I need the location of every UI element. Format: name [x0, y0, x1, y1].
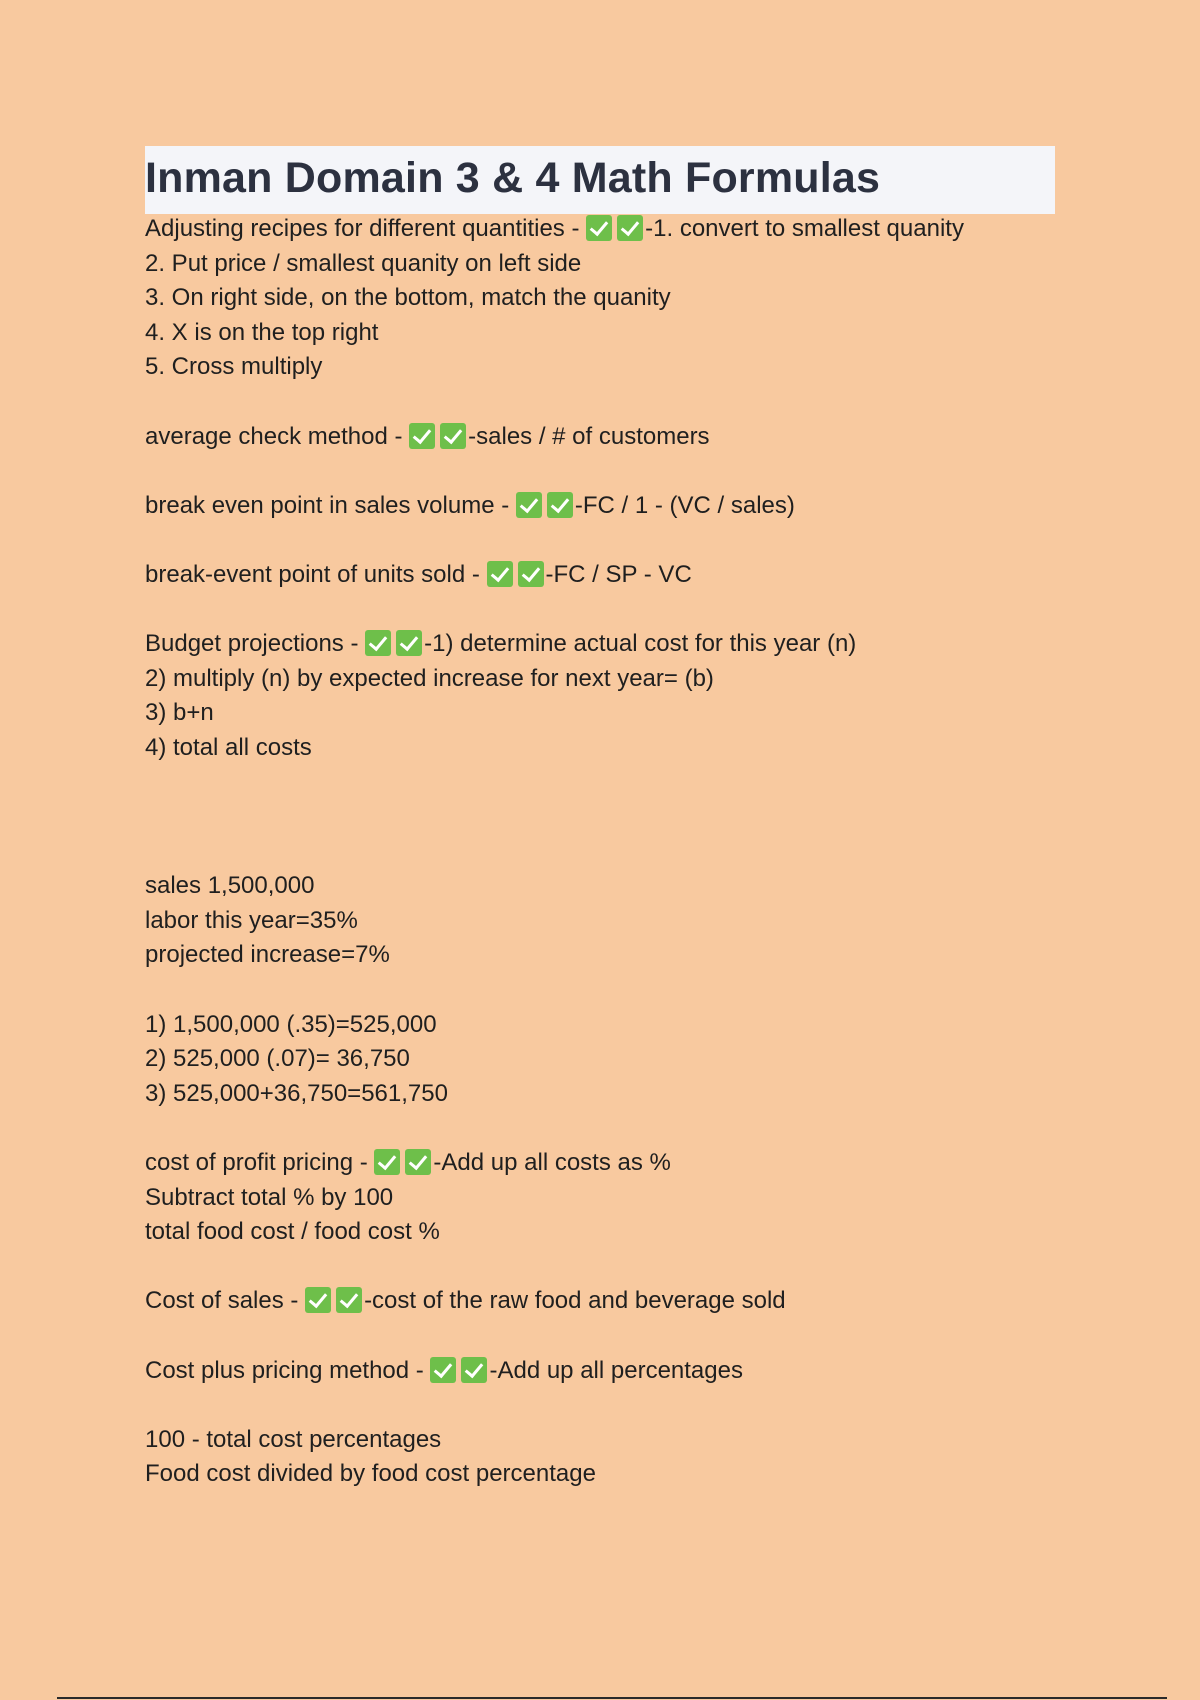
entry-answer-line: Subtract total % by 100 — [145, 1183, 394, 1211]
entry-line — [145, 420, 1145, 455]
entry-answer-line: 5. Cross multiply — [145, 353, 323, 381]
page-bottom-rule — [57, 1697, 1167, 1699]
entry-answer: -FC / 1 - (VC / sales) — [574, 491, 795, 519]
entry-term: average check method - — [145, 422, 410, 450]
flashcard-entry — [145, 489, 1145, 524]
entry-line — [145, 212, 1145, 247]
example-step-line: 1) 1,500,000 (.35)=525,000 — [145, 1010, 437, 1038]
flashcard-entry — [145, 627, 1145, 1111]
check-mark-icon — [374, 1149, 400, 1175]
entry-term: break even point in sales volume - — [145, 491, 516, 519]
entry-line — [145, 627, 1145, 662]
check-mark-icon — [409, 423, 435, 449]
check-mark-icon — [430, 1357, 456, 1383]
example-given-line: projected increase=7% — [145, 941, 390, 969]
entry-answer: -Add up all costs as % — [433, 1149, 671, 1177]
check-mark-icon — [405, 1149, 431, 1175]
flashcard-entry — [145, 1146, 1145, 1250]
example-step-line: 3) 525,000+36,750=561,750 — [145, 1079, 448, 1107]
entry-continuation — [145, 1423, 1145, 1492]
entry-line — [145, 1354, 1145, 1389]
check-mark-icon — [396, 630, 422, 656]
example-step-line: 2) 525,000 (.07)= 36,750 — [145, 1045, 410, 1073]
check-mark-icon — [461, 1357, 487, 1383]
check-mark-icon — [336, 1287, 362, 1313]
entry-answer: -cost of the raw food and beverage sold — [364, 1287, 786, 1315]
entry-answer-line: 4. X is on the top right — [145, 318, 379, 346]
entry-answer-line: 3. On right side, on the bottom, match the quanity — [145, 284, 671, 312]
flashcard-entry — [145, 558, 1145, 593]
entry-answer-line: Food cost divided by food cost percentage — [145, 1460, 596, 1488]
entry-term: Budget projections - — [145, 630, 366, 658]
entry-term: Adjusting recipes for different quantities - — [145, 215, 587, 242]
flashcard-entry — [145, 1354, 1145, 1389]
flashcard-entry — [145, 1284, 1145, 1319]
entry-answer-line: 4) total all costs — [145, 733, 312, 761]
check-mark-icon — [305, 1287, 331, 1313]
entry-term: Cost plus pricing method - — [145, 1356, 431, 1384]
document-title: Inman Domain 3 & 4 Math Formulas — [145, 154, 881, 202]
entry-term: cost of profit pricing - — [145, 1149, 375, 1177]
check-mark-icon — [518, 561, 544, 587]
entry-line — [145, 558, 1145, 593]
entry-answer: -1) determine actual cost for this year (n) — [424, 630, 857, 658]
entry-answer-line: 2) multiply (n) by expected increase for next year= (b) — [145, 664, 714, 692]
check-mark-icon — [487, 561, 513, 587]
document-body — [145, 212, 1145, 1527]
entry-term: Cost of sales - — [145, 1287, 306, 1315]
entry-answer: -Add up all percentages — [489, 1356, 743, 1384]
check-mark-icon — [586, 215, 612, 241]
title-banner — [145, 146, 1055, 214]
check-mark-icon — [516, 492, 542, 518]
blank-line — [145, 973, 1145, 1008]
entry-answer: -1. convert to smallest quanity — [645, 215, 964, 242]
check-mark-icon — [440, 423, 466, 449]
flashcard-entry — [145, 420, 1145, 455]
entry-line — [145, 1284, 1145, 1319]
check-mark-icon — [617, 215, 643, 241]
flashcard-entry — [145, 212, 1145, 385]
entry-answer-line: total food cost / food cost % — [145, 1218, 440, 1246]
entry-answer-line: 100 - total cost percentages — [145, 1425, 442, 1453]
entry-answer-line: 3) b+n — [145, 699, 214, 727]
check-mark-icon — [547, 492, 573, 518]
entry-line — [145, 1146, 1145, 1181]
blank-space — [145, 766, 1145, 870]
entry-answer: -sales / # of customers — [468, 422, 710, 450]
entry-term: break-event point of units sold - — [145, 560, 487, 588]
check-mark-icon — [365, 630, 391, 656]
example-given-line: labor this year=35% — [145, 906, 358, 934]
example-given-line: sales 1,500,000 — [145, 872, 315, 900]
entry-answer-line: 2. Put price / smallest quanity on left side — [145, 249, 582, 277]
entry-answer: -FC / SP - VC — [545, 560, 692, 588]
entry-line — [145, 489, 1145, 524]
